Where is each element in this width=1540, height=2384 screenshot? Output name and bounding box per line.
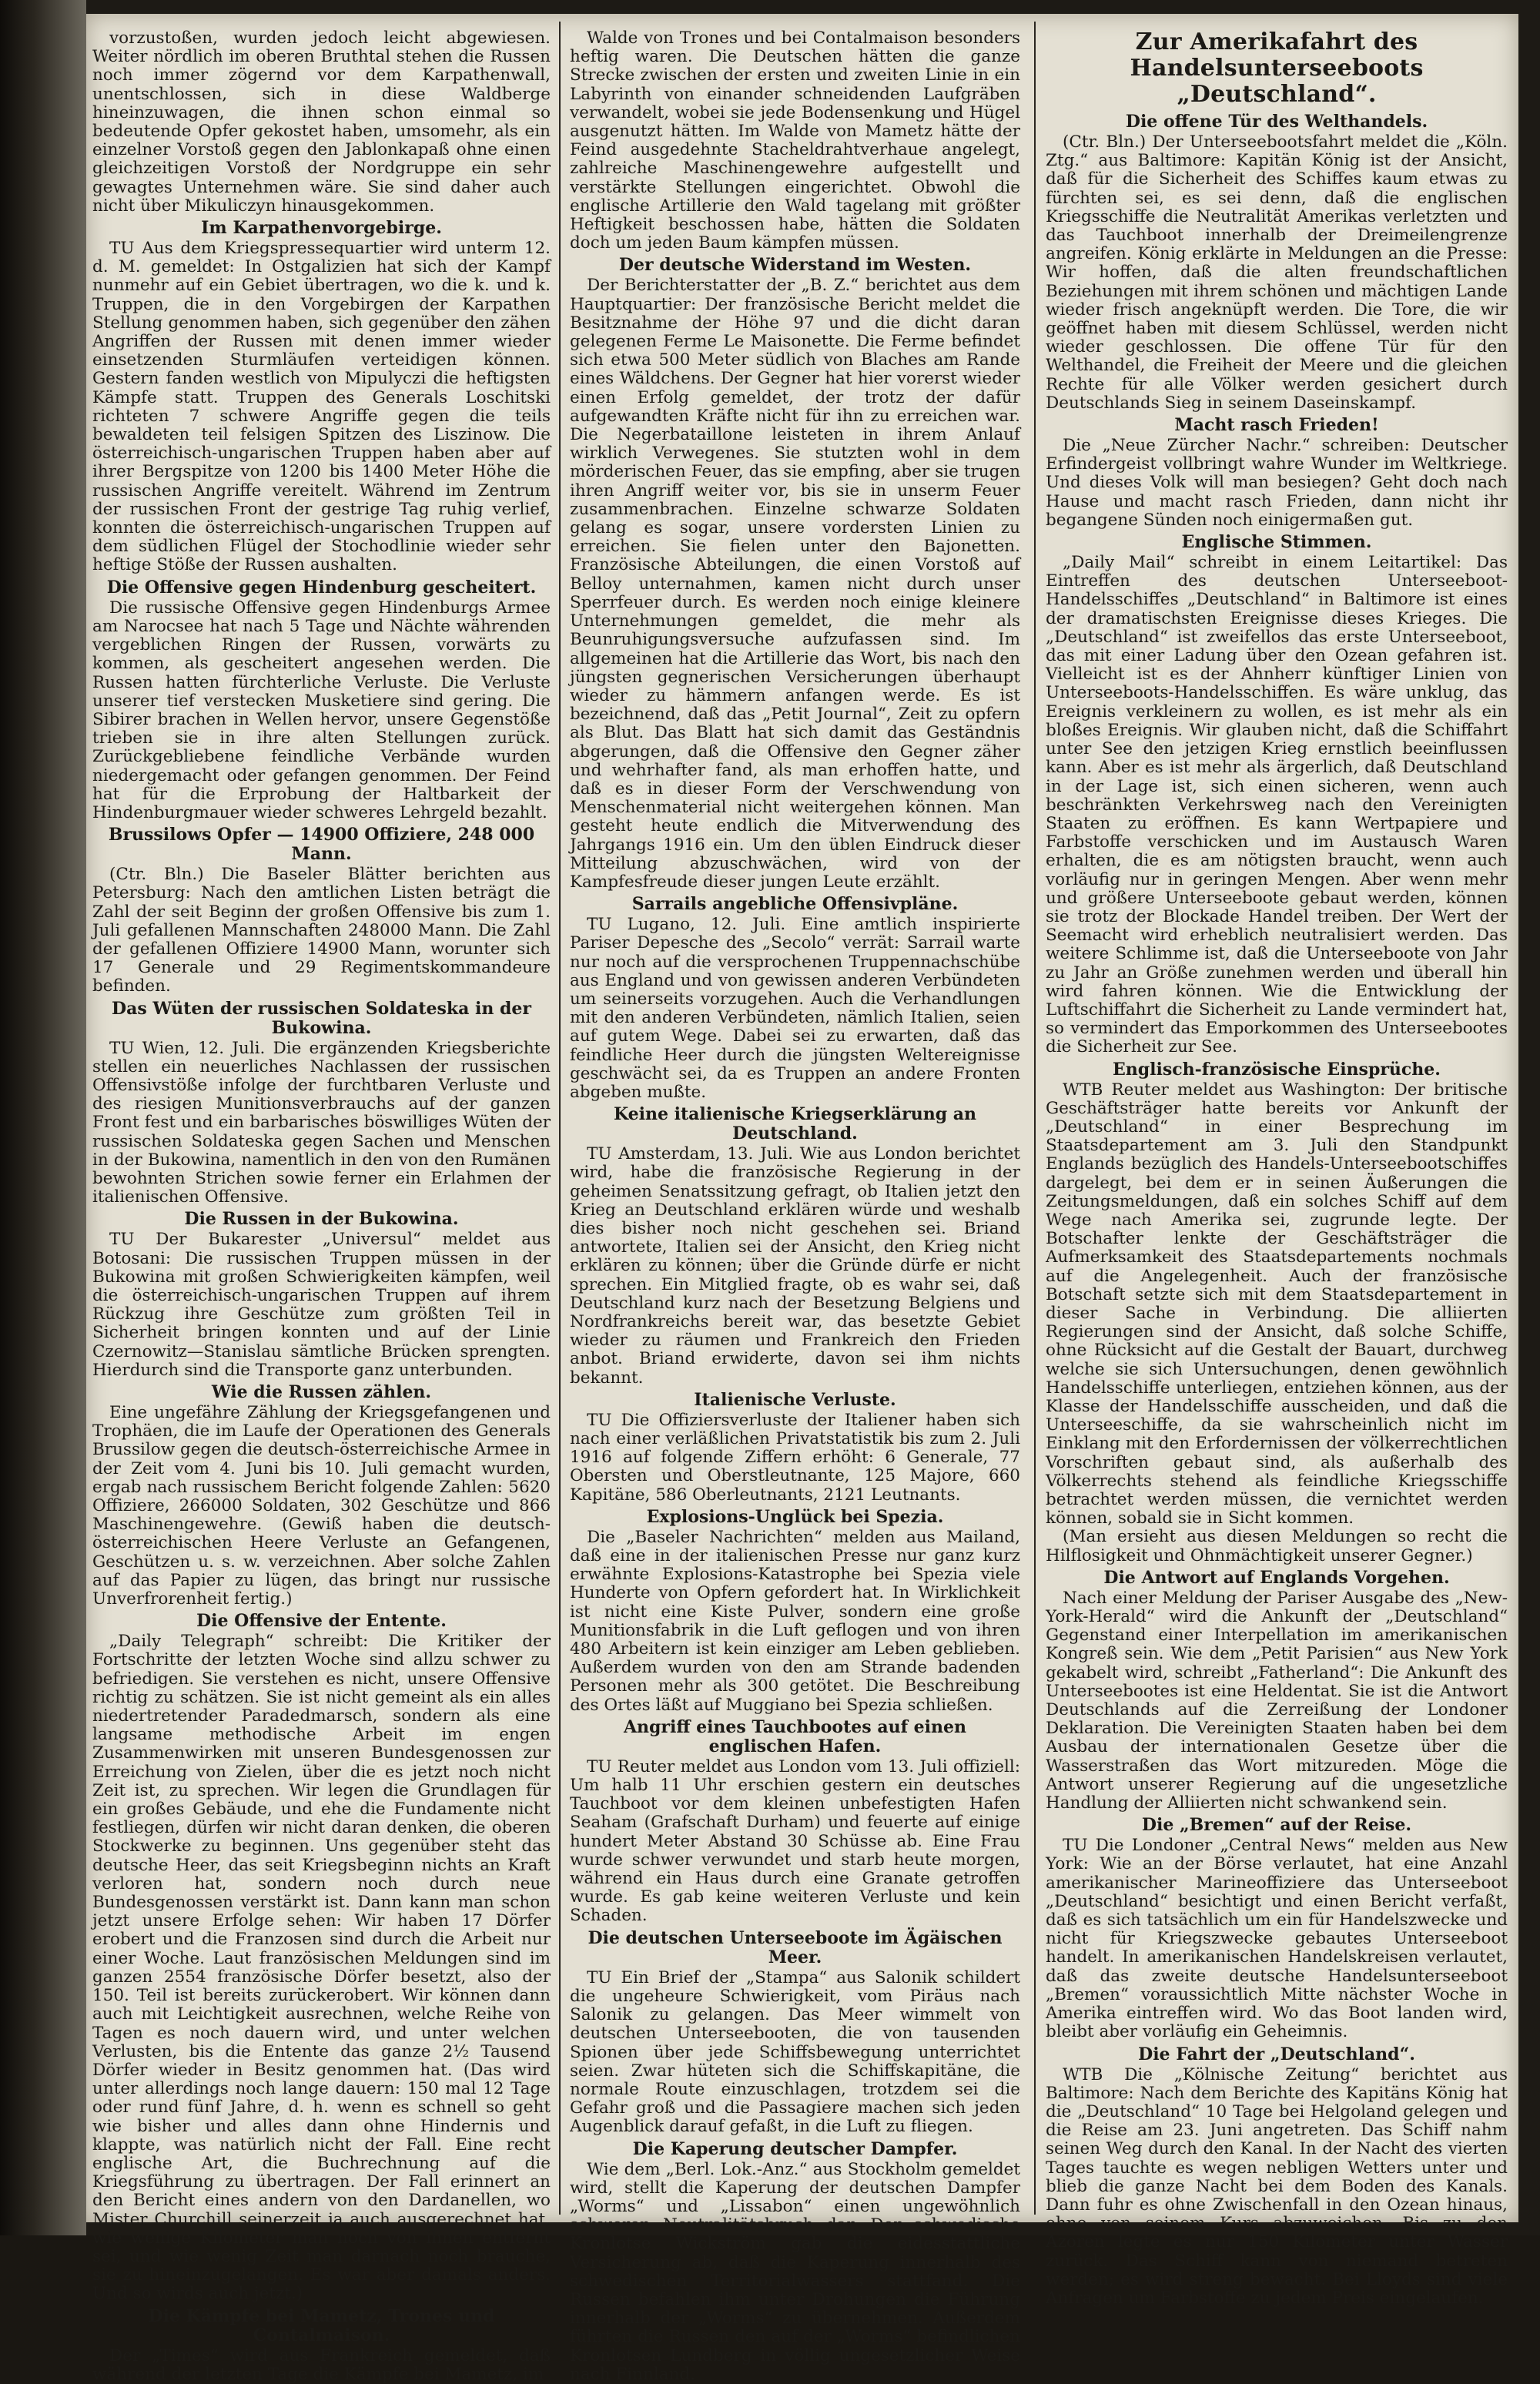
article-headline: Die Russen in der Bukowina. xyxy=(184,1209,459,1230)
article-paragraph: Die „Baseler Nachrichten“ melden aus Mailand, daß eine in der italienischen Presse nur ganz kurz erwähnte Explosions-Katastrophe bei Spezia viele Hunderte von Opfern gefordert hat. In Wirklichkeit ist nicht eine Kiste Pulver, sondern eine große Munitionsfabrik in die Luft geflogen und von ihren 480 Arbeitern ist kein einziger am Leben geblieben. Außerdem wurden von den am Strande badenden Personen mehr als 300 getötet. Die Beschreibung des Ortes läßt auf Muggiano bei Spezia schließen. xyxy=(570,1527,1020,1715)
article-headline: Die Kaperung deutscher Dampfer. xyxy=(632,2138,958,2159)
right-column xyxy=(1046,28,1508,2308)
article-paragraph: TU Reuter meldet aus London vom 13. Juli offiziell: Um halb 11 Uhr erschien gestern ein deutsches Tauchboot vor dem kleinen unbefestigten Hafen Seaham (Grafschaft Durham) und feuerte auf einige hundert Meter Abstand 30 Schüsse ab. Eine Frau wurde schwer verwundet und starb heute morgen, während ein Haus durch eine Granate getroffen wurde. Es gab keine weiteren Verluste und kein Schaden. xyxy=(570,1756,1020,1926)
article-paragraph: Eine ungefähre Zählung der Kriegsgefangenen und Trophäen, die im Laufe der Operationen des Generals Brussilow gegen die deutsch-österreichische Armee in der Zeit vom 4. Juni bis 10. Juli gemacht wurden, ergab nach russischem Bericht folgende Zahlen: 5620 Offiziere, 266000 Soldaten, 302 Geschütze und 866 Maschinengewehre. (Gewiß haben die deutsch-österreichischen Heere Verluste an Gefangenen, Geschützen u. s. w. verzeichnen. Aber solche Zahlen auf das Papier zu lügen, das bringt nur russische Unverfrorenheit fertig.) xyxy=(92,1403,551,1609)
newspaper-page xyxy=(86,14,1518,2384)
article-paragraph: Die russische Offensive gegen Hindenburgs Armee am Narocsee hat nach 5 Tage und Nächte währenden vergeblichen Ringen der Russen, vorwärts zu kommen, als gescheitert angesehen werden. Die Russen hatten fürchterliche Verluste. Die Verluste unserer tief verstecken Musketiere sind gering. Die Sibirer brachen in Wellen hervor, unsere Gegenstöße trieben sie in ihre alten Stellungen zurück. Zurückgebliebene feindliche Verbände wurden niedergemacht oder gefangen genommen. Der Feind hat für die Erprobung der Haltbarkeit der Hindenburgmauer wieder schweres Lehrgeld bezahlt. xyxy=(92,598,551,822)
article-paragraph: WTB Die „Kölnische Zeitung“ berichtet aus Baltimore: Nach dem Berichte des Kapitäns König hat die „Deutschland“ 10 Tage bei Helgoland gelegen und die Reise am 23. Juni angetreten. Das Schiff nahm seinen Weg durch den Kanal. In der Nacht des vierten Tages tauchte es wegen nebligen Wetters unter und blieb die ganze Nacht bei dem Boden des Kanals. Dann fuhr es ohne Zwischenfall in den Ozean hinaus, ohne von seinem Kurs abzuweichen. Bis zu den Azoren legte es nur 150 Kilometer unter Wasser zurück. Das Schiff kann von niemand betreten werden; es wird streng bewacht. Bei Lloyds sind viele Anfragen um Farbstoffe zu jedem Preis eingelaufen. xyxy=(1046,2064,1508,2308)
article-headline: Wie die Russen zählen. xyxy=(211,1382,432,1402)
article-paragraph: (Ctr. Bln.) Die Baseler Blätter berichten aus Petersburg: Nach den amtlichen Listen beträgt die Zahl der seit Beginn der großen Offensive bis zum 1. Juli gefallenen Mannschaften 248000 Mann. Die Zahl der gefallenen Offiziere 14900 Mann, worunter sich 17 Generale und 29 Regimentskommandeure befinden. xyxy=(92,865,551,996)
article-paragraph: Die „Neue Zürcher Nachr.“ schreiben: Deutscher Erfindergeist vollbringt wahre Wunder im Weltkriege. Und dieses Volk will man besiegen? Geht doch nach Hause und macht rasch Frieden, dann nicht ihr begangene Sünden noch einigermaßen gut. xyxy=(1046,436,1508,530)
article-headline: Die Fahrt der „Deutschland“. xyxy=(1138,2044,1415,2064)
article-paragraph: TU Der Bukarester „Universul“ meldet aus Botosani: Die russischen Truppen müssen in der Bukowina mit großen Schwierigkeiten kämpfen, weil die österreichisch-ungarischen Truppen auf ihrem Rückzug ihre Geschütze zum größten Teil in Sicherheit bringen konnten und auf der Linie Czernowitz—Stanislau sämtliche Brücken sprengten. Hierdurch sind die Transporte ganz unterbunden. xyxy=(92,1230,551,1380)
article-paragraph: TU Die Offiziersverluste der Italiener haben sich nach einer verläßlichen Privatstatistik bis zum 2. Juli 1916 auf folgende Ziffern erhöht: 6 Generale, 77 Obersten und Oberstleutnante, 125 Majore, 660 Kapitäne, 586 Oberleutnants, 2121 Leutnants. xyxy=(570,1410,1020,1505)
article-paragraph: TU Lugano, 12. Juli. Eine amtlich inspirierte Pariser Depesche des „Secolo“ verrät: Sarrail warte nur noch auf die versprochenen Truppennachschübe aus England und von gewissen anderen Verbündeten um seinerseits vorzugehen. Auch die Verhandlungen mit den anderen Verbündeten, nämlich Italien, seien auf gutem Wege. Dabei sei zu erwarten, daß das feindliche Heer durch die jüngsten Weltereignisse geschwächt sei, da es Truppen an andere Fronten abgeben mußte. xyxy=(570,915,1020,1102)
article-paragraph: Wie dem „Berl. Lok.-Anz.“ aus Stockholm gemeldet wird, stellt die Kaperung der deutschen Dampfer „Worms“ und „Lissabon“ einen ungewöhnlich schweren Neutralitätsbruch dar. Der schwedische Kronlotse Wickström gab die eidesstattliche Versicherung ab, daß die Kaperung innerhalb des schwedischen Territorialwassers stattfand. Die Russen befahlen ihm unter Drohungen die Führung innerhalb der „Worms“ zu übernehmen. Außerdem führten die Russen den auf der „Worms“ befindlichen Kronlotsen Lundberg in völlig ungesetzlicher Weise nach Finnland. xyxy=(570,2159,1020,2384)
article-paragraph: vorzustoßen, wurden jedoch leicht abgewiesen. Weiter nördlich im oberen Bruthtal stehen die Russen noch immer zögernd vor dem Karpathenwall, unentschlossen, sich in diese Waldberge hineinzuwagen, die ihnen schon einmal so bedeutende Opfer gekostet haben, umsomehr, als ein einzelner Vorstoß gegen den Jablonkapaß ohne einen gleichzeitigen Vorstoß der Nordgruppe ein sehr gewagtes Unternehmen wäre. Sie sind daher auch nicht über Mikuliczyn hinausgekommen. xyxy=(92,28,551,216)
article-headline: Englisch-französische Einsprüche. xyxy=(1113,1059,1441,1080)
article-headline: Die offene Tür des Welthandels. xyxy=(1125,112,1428,132)
article-paragraph: TU Ein Brief der „Stampa“ aus Salonik schildert die ungeheure Schwierigkeit, vom Piräus nach Salonik zu gelangen. Das Meer wimmelt von deutschen Unterseebooten, die von tausenden Spionen über jede Schiffsbewegung unterrichtet seien. Zwar hüteten sich die Schiffskapitäne, die normale Route einzuschlagen, trotzdem sei die Gefahr groß und die Passagiere machen sich jeden Augenblick darauf gefaßt, in die Luft zu fliegen. xyxy=(570,1967,1020,2137)
article-paragraph: WTB Reuter meldet aus Washington: Der britische Geschäftsträger hatte bereits vor Ankunft der „Deutschland“ in einer Besprechung im Staatsdepartement am 3. Juli den Standpunkt Englands bezüglich des Handels-Unterseebootschiffes dargelegt, bei dem er in seinen Äußerungen die Zeitungsmeldungen, daß ein solches Schiff auf dem Wege nach Amerika sei, zugrunde legte. Der Botschafter lenkte der Geschäftsträger die Aufmerksamkeit des Staatsdepartements nochmals auf die Angelegenheit. Auch der französische Botschaft setzte sich mit dem Staatsdepartement in dieser Sache in Verbindung. Die alliierten Regierungen sind der Ansicht, daß solche Schiffe, ohne Rücksicht auf die Gestalt der Bauart, durchweg welche sie sich Untersuchungen, denen gewöhnlich Handelsschiffe unterliegen, entziehen können, aus der Klasse der Handelsschiffe ausscheiden, und daß die Unterseeschiffe, da sie wahrscheinlich nicht im Einklang mit den Erfordernissen der völkerrechtlichen Vorschriften gebaut sind, als außerhalb des Völkerrechts stehend als feindliche Kriegsschiffe betrachtet werden müssen, die vernichtet werden können, sobald sie in Sicht kommen. xyxy=(1046,1080,1508,1529)
article-headline: Englische Stimmen. xyxy=(1181,532,1372,553)
article-paragraph: TU Amsterdam, 13. Juli. Wie aus London berichtet wird, habe die französische Regierung in der geheimen Senatssitzung gefragt, ob Italien jetzt den Krieg an Deutschland erklären würde und weshalb dies bisher noch nicht geschehen sei. Briand antwortete, Italien sei der Ansicht, den Krieg nicht erklären zu können; über die Gründe dürfe er nicht sprechen. Ein Mitglied fragte, ob es wahr sei, daß Deutschland kurz nach der Besetzung Belgiens und Nordfrankreichs bereit war, das besetzte Gebiet wieder zu räumen und Frankreich den Frieden anbot. Briand erwiderte, davon sei ihm nichts bekannt. xyxy=(570,1144,1020,1388)
article-paragraph: (Ctr. Bln.) Der Unterseebootsfahrt meldet die „Köln. Ztg.“ aus Baltimore: Kapitän König ist der Ansicht, daß für die Sicherheit des Schiffes kaum etwas zu fürchten sei, es sei denn, daß die englischen Kriegsschiffe die Neutralität Amerikas verletzten und das Tauchboot innerhalb der Dreimeilengrenze angreifen. König erklärte in Meldungen an die Presse: Wir hoffen, daß die alten freundschaftlichen Beziehungen mit ihrem schönen und mächtigen Lande wieder frisch angeknüpft werden. Die Tore, die wir geöffnet haben mit diesem Schlüssel, werden nicht wieder geschlossen. Die offene Tür für den Welthandel, die Freiheit der Meere und die gleichen Rechte für alle Völker werden gesichert durch Deutschlands Sieg in seinem Daseinskampf. xyxy=(1046,132,1508,413)
article-headline: Italienische Verluste. xyxy=(694,1389,896,1410)
left-column xyxy=(86,28,551,2384)
article-paragraph: Nach einer Meldung der Pariser Ausgabe des „New-York-Herald“ wird die Ankunft der „Deutschland“ Gegenstand einer Interpellation im amerikanischen Kongreß sein. Wie dem „Petit Parisien“ aus New York gekabelt wird, schreibt „Fatherland“: Die Ankunft des Unterseebootes ist eine Heldentat. Sie ist die Antwort Deutschlands auf die Zerreißung der Londoner Deklaration. Die Vereinigten Staaten haben bei dem Ausbau der internationalen Gesetze über die Wasserstraßen das Wort mitzureden. Möge die Antwort unserer Regierung auf die ungesetzliche Handlung der Alliierten nicht schwankend sein. xyxy=(1046,1588,1508,1813)
article-paragraph: (Man ersieht aus diesen Meldungen so recht die Hilflosigkeit und Ohnmächtigkeit unserer Gegner.) xyxy=(1046,1527,1508,1565)
article-paragraph: Der „Times“ wird aus Frankreich gemeldet, daß während der letzten Tage die Kämpfe bei Mametz, im xyxy=(92,2345,551,2384)
article-headline: Keine italienische Kriegserklärung an Deutschland. xyxy=(613,1104,977,1144)
article-paragraph: Der Berichterstatter der „B. Z.“ berichtet aus dem Hauptquartier: Der französische Bericht meldet die Besitznahme der Höhe 97 und die dicht daran gelegenen Ferme Le Maisonette. Die Ferme befindet sich etwa 500 Meter südlich von Blaches am Rande eines Wäldchens. Der Gegner hat hier vorerst wieder einen Erfolg gemeldet, der trotz der dafür aufgewandten Kräfte nicht für ihn zu erreichen war. Die Negerbataillone leisteten in ihrem Anlauf wirklich Verwegenes. Sie stutzten wohl in dem mörderischen Feuer, das sie empfing, aber sie trugen ihren Angriff weiter vor, bis sie in unserm Feuer zusammenbrachen. Einzelne schwarze Soldaten gelang es sogar, unsere vordersten Linien zu erreichen. Sie fielen unter den Bajonetten. Französische Abteilungen, die einen Vorstoß auf Belloy unternahmen, kamen nicht durch unser Sperrfeuer durch. Es werden noch einige kleinere Unternehmungen gemeldet, die mehr als Beunruhigungsversuche aufzufassen sind. Im allgemeinen hat die Artillerie das Wort, bis nach den jüngsten gegnerischen Versicherungen überhaupt wieder zu hämmern anfangen werde. Es ist bezeichnend, daß das „Petit Journal“, Zeit zu opfern als Blut. Das Blatt hat sich damit das Geständnis abgerungen, daß die Offensive den Gegner zäher und wehrhafter fand, als man erhoffen hatte, und daß es in dieser Form der Verschwendung von Menschenmaterial nicht weitergehen können. Man gesteht heute endlich die Mitverwendung des Jahrgangs 1916 ein. Um den üblen Eindruck dieser Mitteilung abzuschwächen, wird von der Kampfesfreude dieser jungen Leute erzählt. xyxy=(570,276,1020,892)
article-headline: Brussilows Opfer — 14900 Offiziere, 248 000 Mann. xyxy=(108,825,535,865)
article-headline: Die Offensive der Entente. xyxy=(196,1611,447,1632)
article-paragraph: TU Aus dem Kriegspressequartier wird unterm 12. d. M. gemeldet: In Ostgalizien hat sich der Kampf nunmehr auf ein Gebiet übertragen, wo die k. und k. Truppen, die in den Vorgebirgen der Karpathen Stellung genommen haben, sich gegenüber den zähen Angriffen der Russen mit denen immer wieder einsetzenden Sturmläufen verteidigen können. Gestern fanden westlich von Mipulyczi die heftigsten Kämpfe statt. Truppen des Generals Loschitski richteten 7 schwere Angriffe gegen die teils bewaldeten teil felsigen Spitzen des Liszinow. Die österreichisch-ungarischen Truppen haben aber auf ihrer Bergspitze von 1200 bis 1400 Meter Höhe die russischen Angriffe vereitelt. Während im Zentrum der russischen Front der gestrige Tag ruhig verlief, konnten die österreichisch-ungarischen Truppen auf dem südlichen Flügel der Stochodlinie wieder sehr heftige Stöße der Russen aushalten. xyxy=(92,239,551,575)
article-paragraph: Walde von Trones und bei Contalmaison besonders heftig waren. Die Deutschen hätten die ganze Strecke zwischen der ersten und zweiten Linie in ein Labyrinth von einander schneidenden Laufgräben verwandelt, wobei sie jede Bodensenkung und Hügel ausgenutzt hätten. Im Walde von Mametz hätte der Feind ausgedehnte Stacheldrahtverhaue angelegt, zahlreiche Maschinengewehre aufgestellt und verstärkte Stellungen eingerichtet. Obwohl die englische Artillerie den Wald tagelang mit größter Heftigkeit beschossen habe, hätten die Soldaten doch um jeden Baum kämpfen müssen. xyxy=(570,28,1020,253)
article-headline: Im Karpathenvorgebirge. xyxy=(201,218,442,239)
binding-edge xyxy=(0,0,86,2235)
article-headline: Sarrails angebliche Offensivpläne. xyxy=(631,894,959,915)
article-headline: Die deutschen Unterseeboote im Ägäischen Meer. xyxy=(588,1927,1003,1967)
article-paragraph: „Daily Telegraph“ schreibt: Die Kritiker der Fortschritte der letzten Woche sind allzu schwer zu befriedigen. Sie verstehen es nicht, unsere Offensive richtig zu schätzen. Sie ist nicht gemeint als ein alles niedertretender Paradedmarsch, sondern als eine langsame methodische Arbeit im engen Zusammenwirken mit unseren Bundesgenossen zur Erreichung von Zielen, über die es jetzt noch nicht Zeit ist, zu sprechen. Wir legen die Grundlagen für ein großes Gebäude, und ehe die Fundamente nicht festliegen, dürfen wir nicht daran denken, die oberen Stockwerke zu beginnen. Uns gegenüber steht das deutsche Heer, das seit Kriegsbeginn nichts an Kraft verloren hat, sondern noch durch neue Bundesgenossen verstärkt ist. Dann kann man schon jetzt unsere Erfolge sehen: Wir haben 17 Dörfer erobert und die Franzosen sind durch die Arbeit nur einer Woche. Laut französischen Meldungen sind im ganzen 2554 französische Dörfer besetzt, also der 150. Teil ist bereits zurückerobert. Wir können dann auch mit Leichtigkeit ausrechnen, welche Reihe von Tagen es noch dauern wird, und unter welchen Verlusten, bis die Entente das ganze 2½ Tausend Dörfer wieder in Besitz genommen hat. (Das wird unter allerdings noch lange dauern: 150 mal 12 Tage oder rund fünf Jahre, d. h. wenn es schnell so geht wie bisher und alles dann ohne Hindernis und klappte, was natürlich nicht der Fall. Eine recht englische Art, die Buchrechnung auf die Kriegsführung zu übertragen. Der Fall erinnert an den Bericht eines andern von den Dardanellen, wo Mister Churchill seinerzeit ja auch ausgerechnet hat, wie wenige Kilometer man noch von ihnen entfernt sei, und wie wenig Zeit man darnach noch brauche, sie zu hineinzugelangen. Es war aber damals anders. Und so wirds auch jetzt.) xyxy=(92,1632,551,2304)
article-headline: Angriff eines Tauchbootes auf einen englischen Hafen. xyxy=(623,1716,967,1756)
article-headline: Die „Bremen“ auf der Reise. xyxy=(1141,1815,1412,1836)
article-headline: Das Wüten der russischen Soldateska in der Bukowina. xyxy=(111,998,531,1038)
article-paragraph: TU Die Londoner „Central News“ melden aus New York: Wie an der Börse verlautet, hat eine Anzahl amerikanischer Marineoffiziere das Unterseeboot „Deutschland“ besichtigt und einen Bericht verfaßt, daß es sich tatsächlich um ein für Handelszwecke und nicht für Kriegszwecke gebautes Unterseeboot handelt. In amerikanischen Handelskreisen verlautet, daß das zweite deutsche Handelsunterseeboot „Bremen“ voraussichtlich Mitte nächster Woche in Amerika eintreffen wird. Wo das Boot landen wird, bleibt aber vorläufig ein Geheimnis. xyxy=(1046,1836,1508,2042)
article-paragraph: „Daily Mail“ schreibt in einem Leitartikel: Das Eintreffen des deutschen Unterseeboot-Handelsschiffes „Deutschland“ in Baltimore ist eines der dramatischsten Ereignisse dieses Krieges. Die „Deutschland“ ist zweifellos das erste Unterseeboot, das mit einer Ladung über den Ozean gefahren ist. Vielleicht ist es der Ahnherr künftiger Linien von Unterseeboots-Handelsschiffen. Es wäre unklug, das Ereignis verkleinern zu wollen, es ist mehr als ein bloßes Ereignis. Wir glauben nicht, daß die Schiffahrt unter See den jetzigen Krieg ernstlich beeinflussen kann. Aber es ist mehr als ärgerlich, daß Deutschland in der Lage ist, sich einen sicheren, wenn auch beschränkten Verkehrsweg nach den Vereinigten Staaten zu eröffnen. Es kann Wertpapiere und Farbstoffe verschicken und im Austausch Waren erhalten, die es am nötigsten braucht, wenn auch vorläufig nur in geringen Mengen. Aber wenn mehr und größere Unterseeboote gebaut werden, können sie trotz der Blockade Handel treiben. Der Wert der Seemacht wird erheblich neutralisiert werden. Das weitere Schlimme ist, daß die Unterseeboote von Jahr zu Jahr an Größe zunehmen werden und überall hin wird fahren können. Wie die Entwicklung der Luftschiffahrt die Sicherheit zu Lande vermindert hat, so vermindert das Emporkommen des Unterseebootes die Sicherheit zur See. xyxy=(1046,553,1508,1057)
article-headline: Die Offensive gegen Hindenburg gescheitert. xyxy=(106,577,537,598)
section-title: Zur Amerikafahrt des Handelsunterseeboots „Deutschland“. xyxy=(1130,28,1424,108)
middle-column xyxy=(570,28,1020,2384)
article-headline: Macht rasch Frieden! xyxy=(1174,415,1379,436)
column-divider xyxy=(559,22,561,2215)
column-divider xyxy=(1034,22,1036,2215)
article-paragraph: TU Wien, 12. Juli. Die ergänzenden Kriegsberichte stellen ein neuerliches Nachlassen der russischen Offensivstöße infolge der furchtbaren Verluste und des riesigen Munitionsverbrauchs auf der ganzen Front fest und ein barbarisches böswilliges Wüten der russischen Soldateska gegen Sachen und Menschen in der Bukowina, namentlich in den von den Rumänen bewohnten Strichen sowie ferner ein Erlahmen der italienischen Offensive. xyxy=(92,1038,551,1207)
article-headline: Der deutsche Widerstand im Westen. xyxy=(618,255,972,276)
article-headline: Die Antwort auf Englands Vorgehen. xyxy=(1103,1567,1450,1588)
article-headline: Die Kämpfe bei Mametz, Trones und Contalmaison. xyxy=(148,2305,495,2345)
article-headline: Explosions-Unglück bei Spezia. xyxy=(646,1506,944,1527)
